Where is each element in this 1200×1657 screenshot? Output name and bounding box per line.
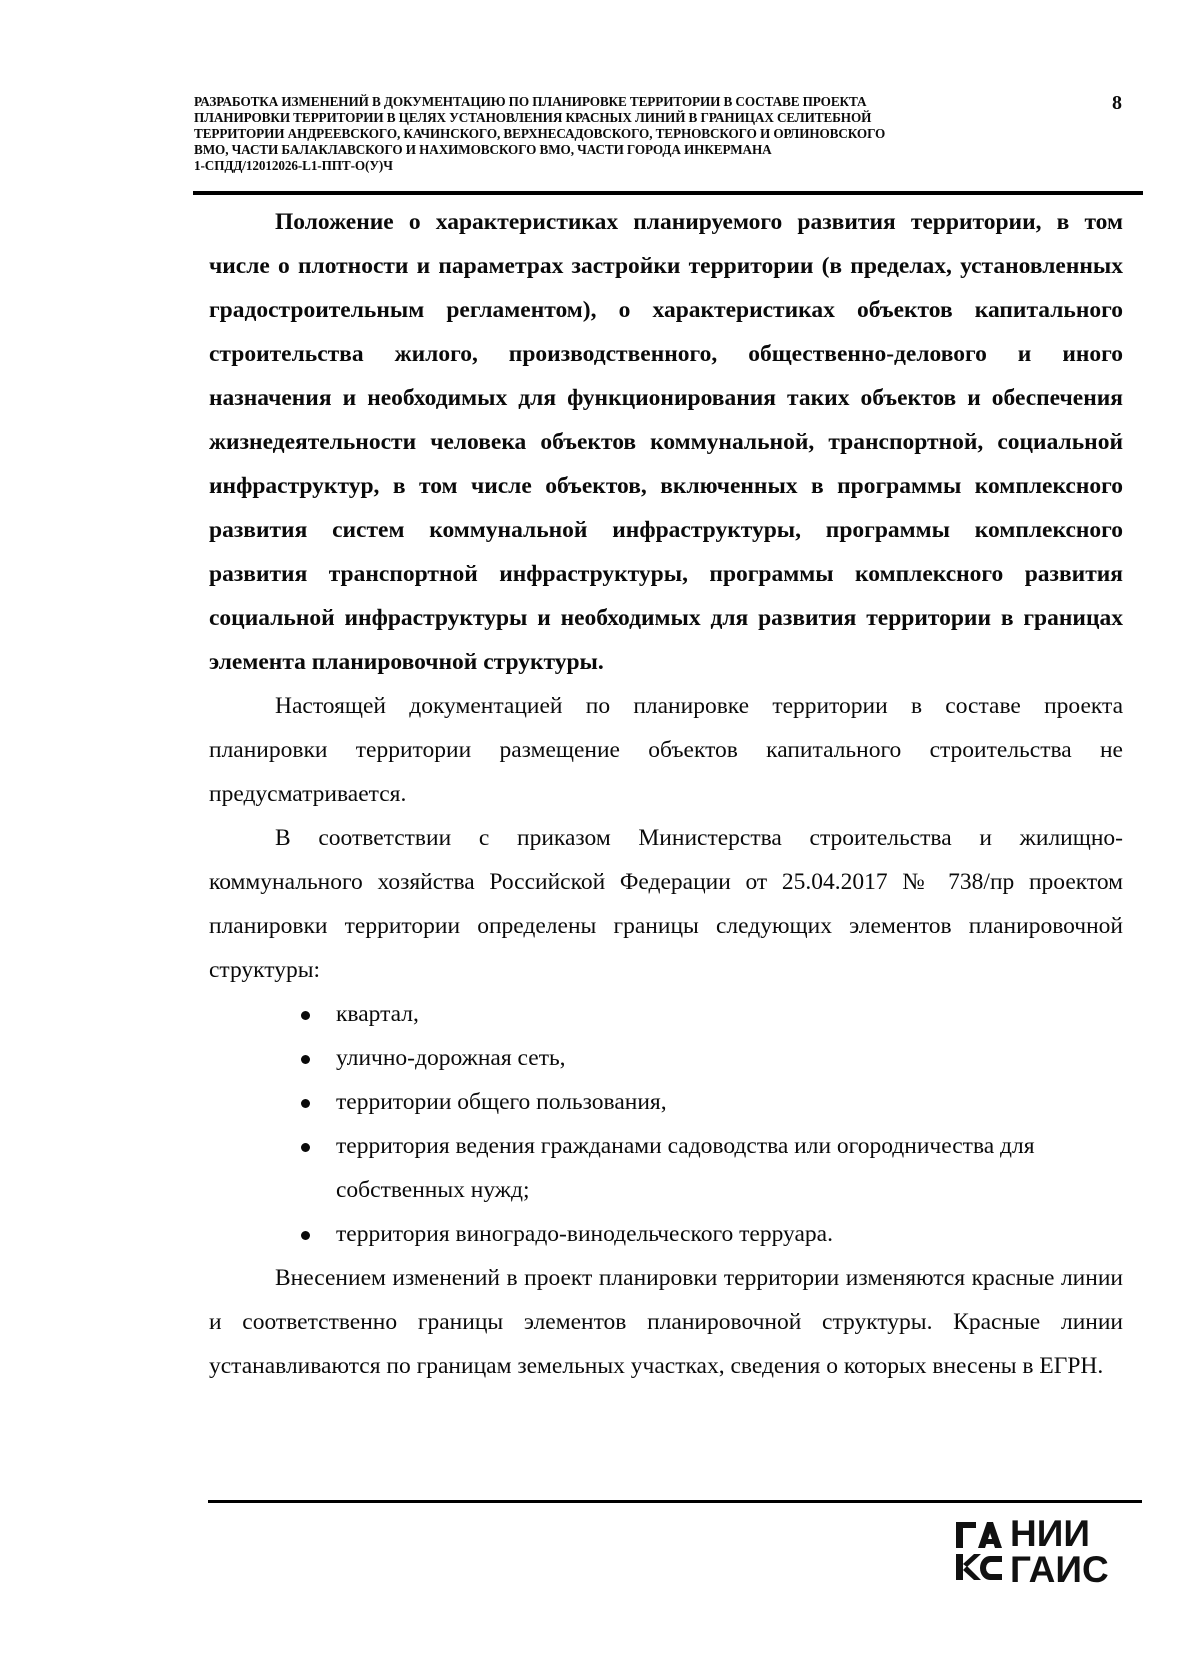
bullet-icon — [301, 1011, 310, 1020]
header-line: ПЛАНИРОВКИ ТЕРРИТОРИИ В ЦЕЛЯХ УСТАНОВЛЕНИЯ КРАСНЫХ ЛИНИЙ В ГРАНИЦАХ СЕЛИТЕБНОЙ — [194, 110, 872, 125]
bullet-icon — [301, 1231, 310, 1240]
bullet-icon — [301, 1143, 310, 1152]
logo-line-1: НИИ — [1010, 1513, 1090, 1554]
header-line: РАЗРАБОТКА ИЗМЕНЕНИЙ В ДОКУМЕНТАЦИЮ ПО ПЛАНИРОВКЕ ТЕРРИТОРИИ В СОСТАВЕ ПРОЕКТА — [194, 94, 867, 109]
document-header — [194, 94, 1064, 174]
document-code: 1-СПДД/12012026-L1-ППТ-О(У)Ч — [194, 158, 393, 173]
gaiks-logo-icon — [956, 1522, 1002, 1584]
bullet-icon — [301, 1055, 310, 1064]
company-logo — [956, 1513, 1126, 1590]
paragraph: Настоящей документацией по планировке территории в составе проекта планировки территории размещение объектов капитального строительства не предусматривается. — [209, 693, 1123, 807]
planning-elements-list — [209, 992, 1123, 1256]
list-item — [301, 1080, 1123, 1124]
logo-line-2: ГАИС — [1010, 1549, 1109, 1590]
list-item-text: территория ведения гражданами садоводства или огородничества для собственных нужд; — [336, 1133, 1035, 1203]
list-item-text: территории общего пользования, — [336, 1089, 667, 1115]
list-item-text: улично-дорожная сеть, — [336, 1045, 566, 1071]
page-number: 8 — [1112, 92, 1122, 114]
header-line: ТЕРРИТОРИИ АНДРЕЕВСКОГО, КАЧИНСКОГО, ВЕРХНЕСАДОВСКОГО, ТЕРНОВСКОГО И ОРЛИНОВСКОГО — [194, 126, 886, 141]
bullet-icon — [301, 1099, 310, 1108]
list-item-text: территория виноградо-винодельческого терруара. — [336, 1221, 833, 1247]
footer-divider — [208, 1500, 1142, 1503]
list-item — [301, 1124, 1123, 1212]
logo-wordmark — [1010, 1513, 1130, 1590]
document-body — [209, 200, 1123, 1388]
list-item — [301, 1036, 1123, 1080]
list-item-text: квартал, — [336, 1001, 419, 1027]
list-item — [301, 1212, 1123, 1256]
header-line: ВМО, ЧАСТИ БАЛАКЛАВСКОГО И НАХИМОВСКОГО ВМО, ЧАСТИ ГОРОДА ИНКЕРМАНА — [194, 142, 772, 157]
section-title: Положение о характеристиках планируемого развития территории, в том числе о плотности и параметрах застройки территории (в пределах, установленных градостроительным регламентом), о характеристиках объектов капитального строительства жилого, производственного, общественно-делового и иного назначения и необходимых для функционирования таких объектов и обеспечения жизнедеятельности человека объектов коммунальной, транспортной, социальной инфраструктур, в том числе объектов, включенных в программы комплексного развития систем коммунальной инфраструктуры, программы комплексного развития транспортной инфраструктуры, программы комплексного развития социальной инфраструктуры и необходимых для развития территории в границах элемента планировочной структуры. — [209, 209, 1123, 675]
list-item — [301, 992, 1123, 1036]
paragraph: В соответствии с приказом Министерства строительства и жилищно-коммунального хозяйства Российской Федерации от 25.04.2017 № 738/пр проектом планировки территории определены границы следующих элементов планировочной структуры: — [209, 825, 1123, 983]
paragraph: Внесением изменений в проект планировки территории изменяются красные линии и соответственно границы элементов планировочной структуры. Красные линии устанавливаются по границам земельных участках, сведения о которых внесены в ЕГРН. — [209, 1265, 1123, 1379]
header-divider — [193, 191, 1143, 195]
